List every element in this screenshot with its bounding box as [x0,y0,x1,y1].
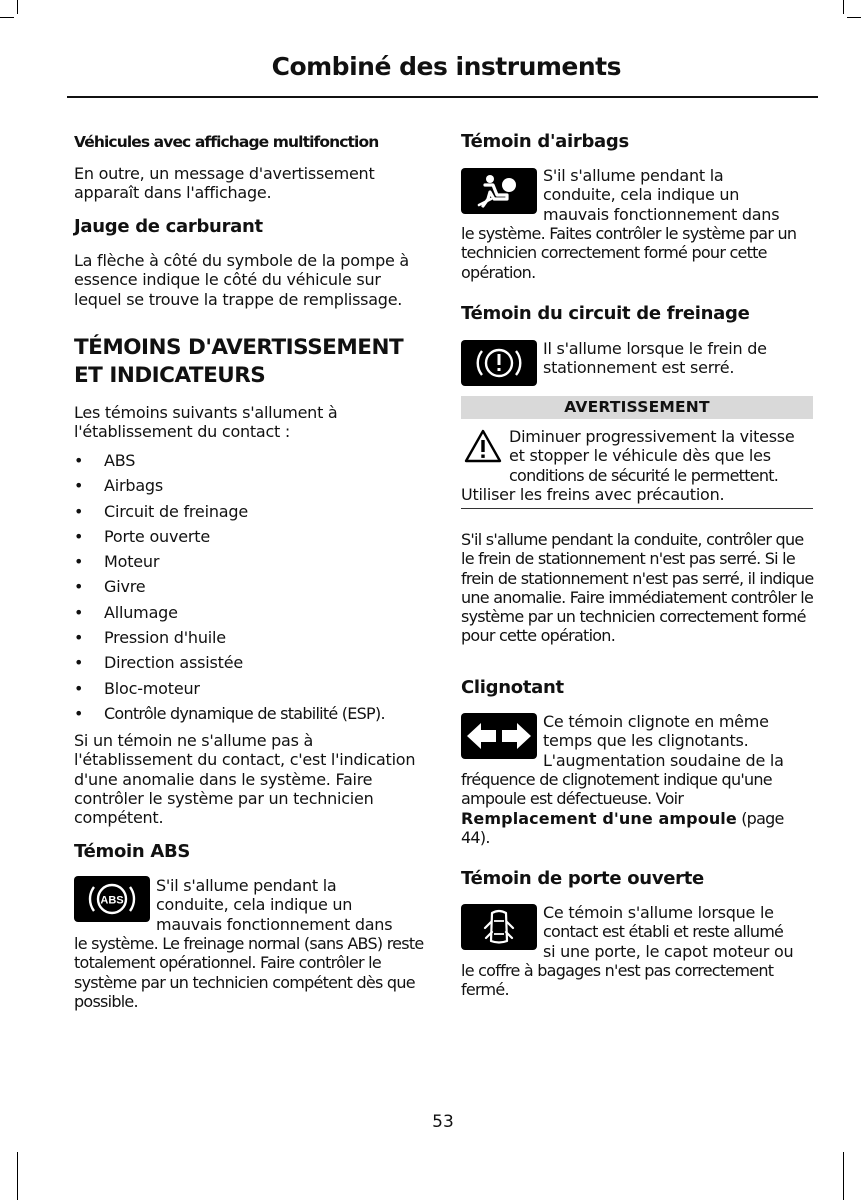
abs-text: le système. Le freinage normal (sans ABS) reste totalement opérationnel. Faire contrôler le système par un technicien compétent dès que possible. [74,934,424,1011]
bullet: • [74,526,84,546]
airbag-icon-graphic [461,168,537,214]
abs-warning-icon [74,876,150,922]
abs-text-line: mauvais fonctionnement dans [156,914,393,934]
warning-text-last: Utiliser les freins avec précaution. [461,485,725,504]
abs-text-line: S'il s'allume pendant la [156,876,337,895]
abs-text-line: conduite, cela indique un [156,895,353,915]
turn-signal-icon [461,713,537,759]
abs-icon-text: ABS [100,894,124,907]
turn-signal-icon-graphic [461,713,537,759]
list-item [74,603,426,628]
airbag-text-line: conduite, cela indique un [543,185,740,205]
indicator-text-block [543,712,815,770]
brake-text: S'il s'allume pendant la conduite, contrôler que le frein de stationnement n'est pas serré. Si le frein de stationnement n'est pas serré, il indique une anomalie. Faire immédiatement contrôler le système par un technicien correctement formé pour cette opération. [461,530,814,646]
bullet: • [74,451,84,470]
list-item-label: Bloc-moteur [104,678,200,698]
bullet: • [74,476,84,496]
fuel-gauge-text: La flèche à côté du symbole de la pompe à essence indique le côté du véhicule sur lequel se trouve la trappe de remplissage. [74,251,409,309]
airbag-heading: Témoin d'airbags [461,131,629,152]
airbag-text-block [543,166,815,224]
crop-mark [843,1152,844,1200]
title-divider [67,96,818,98]
bullet: • [74,552,84,572]
bullet: • [74,628,84,648]
airbag-text-line: mauvais fonctionnement dans [543,204,780,224]
crop-mark [17,1152,18,1200]
indicator-text-body: fréquence de clignotement indique qu'une ampoule est défectueuse. Voir [461,770,772,809]
abs-icon-graphic [74,876,150,922]
bullet: • [74,501,84,521]
brake-text-line: stationnement est serré. [543,358,735,378]
door-open-icon [461,904,537,950]
multifunction-text: En outre, un message d'avertissement apparaît dans l'affichage. [74,164,375,203]
bullet: • [74,678,84,698]
list-item-label: Direction assistée [104,653,243,673]
brake-warning-icon [461,340,537,386]
door-heading: Témoin de porte ouverte [461,868,704,889]
crop-mark [843,0,844,14]
indicator-text-line: temps que les clignotants. [543,731,749,751]
warnings-intro: Les témoins suivants s'allument à l'établissement du contact : [74,403,338,442]
list-item [74,653,426,678]
bullet: • [74,703,84,723]
list-item [74,451,426,476]
warning-triangle-icon [463,428,503,464]
warning-lights-list [74,451,426,729]
list-item [74,679,426,704]
warning-text-line: conditions de sécurité le permettent. [509,465,779,485]
list-item-label: Allumage [104,602,178,622]
list-item-label: Moteur [104,552,160,572]
door-text-line: Ce témoin s'allume lorsque le [543,903,774,922]
airbag-warning-icon [461,168,537,214]
bullet: • [74,602,84,622]
brake-heading: Témoin du circuit de freinage [461,303,750,324]
warning-banner: AVERTISSEMENT [461,396,813,419]
list-item-label: ABS [104,451,136,470]
door-text: le coffre à bagages n'est pas correctement fermé. [461,961,774,1000]
warning-divider [461,508,813,509]
bullet: • [74,653,84,673]
door-text-line: contact est établi et reste allumé [543,922,784,942]
multifunction-heading: Véhicules avec affichage multifonction [74,133,379,151]
airbag-text: le système. Faites contrôler le système par un technicien correctement formé pour cette opération. [461,224,797,282]
list-item-label: Circuit de freinage [104,501,248,521]
list-item [74,552,426,577]
list-item-label: Pression d'huile [104,628,226,648]
indicator-text-line: Ce témoin clignote en même [543,712,769,731]
brake-text-block [543,339,815,378]
crop-mark [0,17,14,18]
warnings-heading: TÉMOINS D'AVERTISSEMENT ET INDICATEURS [74,335,404,388]
page-number: 53 [432,1112,454,1132]
door-text-line: si une porte, le capot moteur ou [543,941,794,961]
list-item [74,704,426,729]
list-item [74,502,426,527]
list-item [74,577,426,602]
warning-text-line: Diminuer progressivement la vitesse [509,427,795,446]
brake-icon-graphic [461,340,537,386]
page-title: Combiné des instruments [271,52,621,81]
abs-heading: Témoin ABS [74,841,191,862]
bulb-replacement-link[interactable]: Remplacement d'une ampoule [461,808,737,828]
abs-text-block [156,876,428,934]
list-item [74,476,426,501]
list-item-label: Porte ouverte [104,526,210,546]
warnings-note: Si un témoin ne s'allume pas à l'établissement du contact, c'est l'indication d'une anomalie dans le système. Faire contrôler le système par un technicien compétent. [74,731,416,828]
list-item-label: Airbags [104,476,164,496]
list-item-label: Givre [104,577,146,597]
bullet: • [74,577,84,597]
fuel-gauge-heading: Jauge de carburant [74,216,263,237]
list-item [74,527,426,552]
warning-text-line: et stopper le véhicule dès que les [509,446,771,466]
indicator-text [461,770,815,847]
airbag-text-line: S'il s'allume pendant la [543,166,724,185]
page-reference: (page 44). [461,808,784,847]
door-icon-graphic [461,904,537,950]
door-text-block [543,903,815,961]
list-item-label: Contrôle dynamique de stabilité (ESP). [104,703,385,723]
indicator-heading: Clignotant [461,677,564,698]
crop-mark [847,17,861,18]
crop-mark [17,0,18,14]
list-item [74,628,426,653]
indicator-text-line: L'augmentation soudaine de la [543,750,784,770]
warning-text-block [509,427,815,485]
brake-text-line: Il s'allume lorsque le frein de [543,339,767,358]
